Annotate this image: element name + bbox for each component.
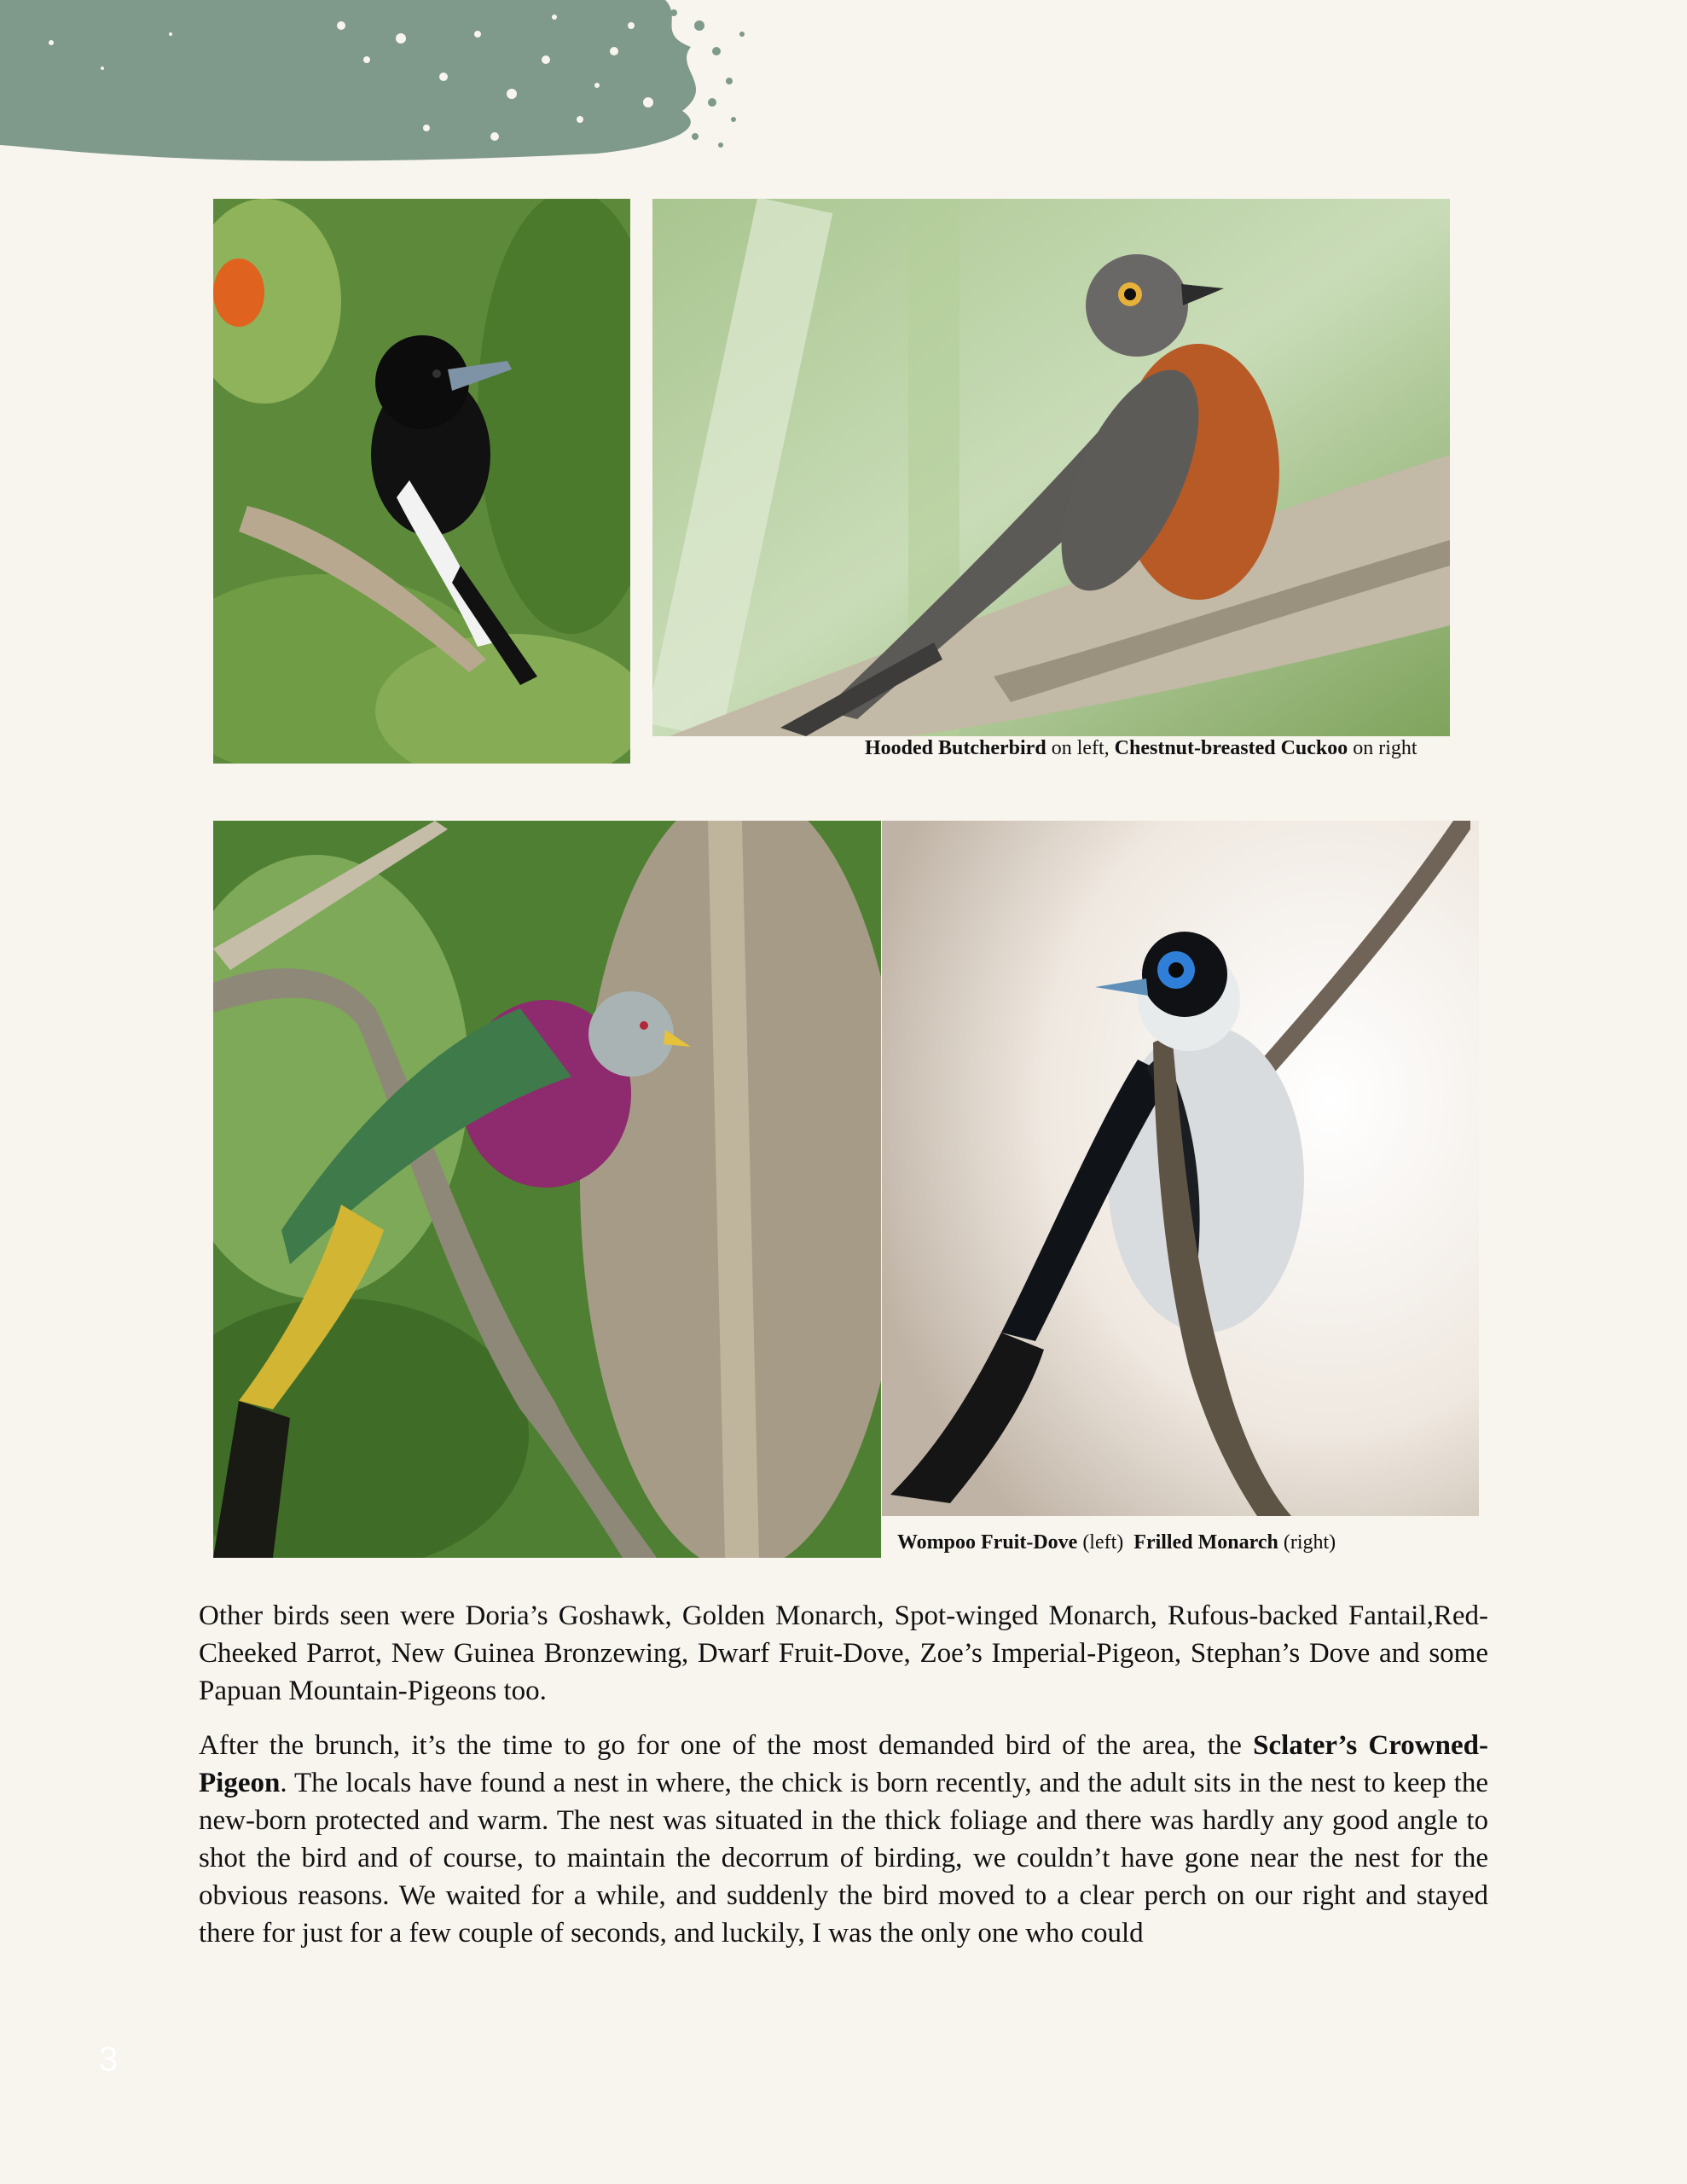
caption-bottom <box>897 1531 1336 1554</box>
paragraph-2-after: . The locals have found a nest in where, the chick is born recently, and the adult sits in the nest to keep the new-born protected and warm. The nest was situated in the thick foliage and there was hardly any good angle to shot the bird and of course, to maintain the decorrum of birding, we couldn’t have gone near the nest for the obvious reasons. We waited for a while, and suddenly the bird moved to a clear perch on our right and stayed there for just for a few couple of seconds, and luckily, I was the only one who could <box>199 1768 1488 1949</box>
photo-frilled-monarch <box>882 821 1479 1516</box>
caption-bottom-bird-2: Frilled Monarch <box>1133 1531 1278 1554</box>
caption-top-bird-2: Chestnut-breasted Cuckoo <box>1114 737 1348 759</box>
paragraph-crowned-pigeon <box>199 1727 1488 1952</box>
header-brush-decoration <box>0 0 768 171</box>
caption-top-bird-1: Hooded Butcherbird <box>865 737 1046 759</box>
page-number: 3 <box>99 2041 119 2078</box>
article-body <box>199 1597 1488 1969</box>
paragraph-2-bold-bird: Sclater’s Crowned-Pigeon <box>199 1730 1488 1798</box>
photo-wompoo-fruit-dove <box>213 821 881 1558</box>
paragraph-other-birds: Other birds seen were Doria’s Goshawk, Golden Monarch, Spot-winged Monarch, Rufous-backed Fantail,Red-Cheeked Parrot, New Guinea Bronzewing, Dwarf Fruit-Dove, Zoe’s Imperial-Pigeon, Stephan’s Dove and some Papuan Mountain-Pigeons too. <box>199 1600 1488 1706</box>
caption-bottom-text-1: (left) <box>1077 1531 1134 1554</box>
caption-bottom-bird-1: Wompoo Fruit-Dove <box>897 1531 1078 1554</box>
photo-chestnut-breasted-cuckoo <box>652 199 1450 736</box>
paragraph-2-before: After the brunch, it’s the time to go for one of the most demanded bird of the area, the <box>199 1730 1254 1761</box>
photo-hooded-butcherbird <box>213 199 630 764</box>
caption-bottom-text-2: (right) <box>1278 1531 1336 1554</box>
caption-top-text-2: on right <box>1348 737 1417 759</box>
caption-top-text-1: on left, <box>1046 737 1115 759</box>
caption-top <box>865 737 1417 760</box>
